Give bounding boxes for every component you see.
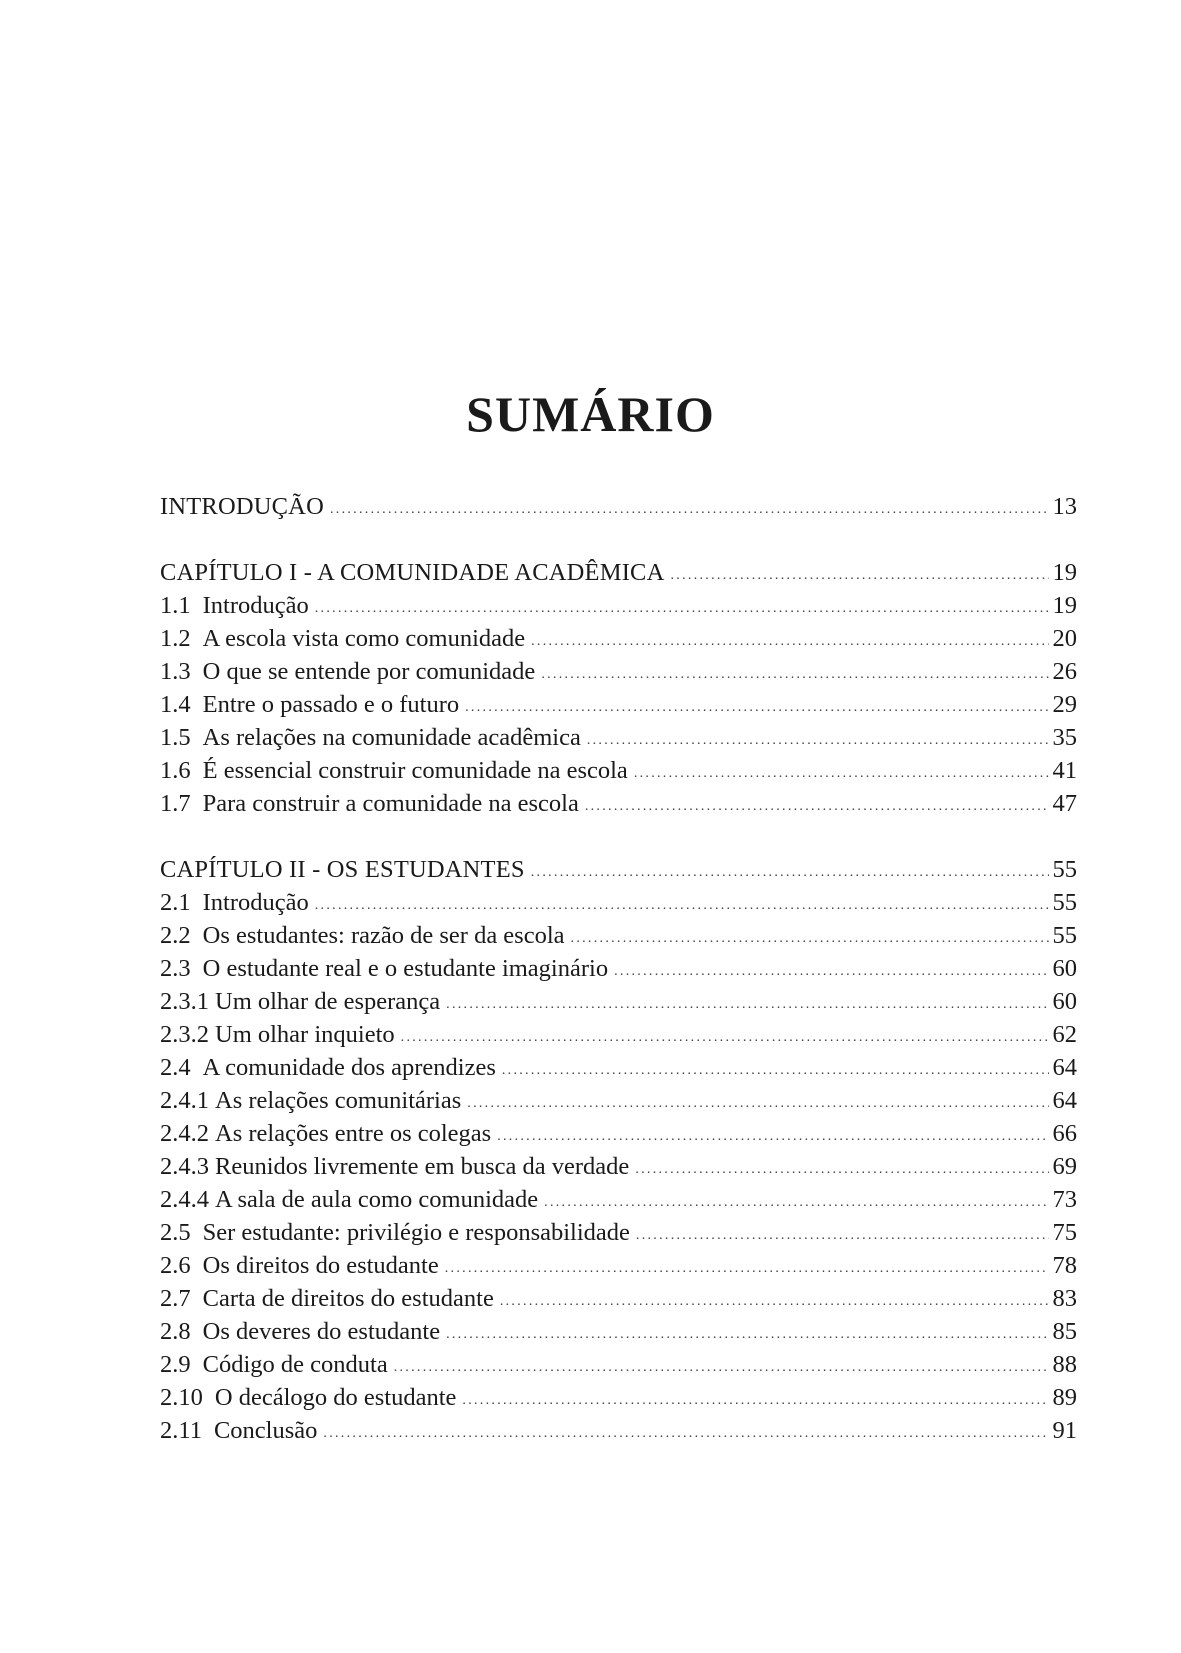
- toc-entry-label: [160, 1183, 538, 1217]
- toc-entry: [160, 1381, 1077, 1415]
- toc-entry: [160, 1282, 1077, 1316]
- toc-entry: [160, 1018, 1077, 1052]
- toc-page-number: 89: [1052, 1384, 1077, 1411]
- toc-dot-leader: [394, 1351, 1049, 1385]
- toc-entry-number: 2.4.3: [160, 1153, 209, 1180]
- toc-page-number: 41: [1052, 757, 1077, 784]
- toc-entry-number: 2.3.1: [160, 988, 209, 1015]
- toc-dot-leader: [636, 1219, 1049, 1253]
- toc-entry-label: [160, 1216, 630, 1250]
- toc-dot-leader: [467, 1087, 1048, 1121]
- toc-page-number: 73: [1052, 1186, 1077, 1213]
- toc-entry-label: [160, 886, 309, 920]
- toc-page-number: 75: [1052, 1219, 1077, 1246]
- toc-entry: [160, 952, 1077, 986]
- toc-entry-number: 2.2: [160, 922, 191, 949]
- toc-dot-leader: [465, 691, 1048, 725]
- toc-dot-leader: [502, 1054, 1049, 1088]
- toc-entry-label: [160, 985, 440, 1019]
- toc-dot-leader: [571, 922, 1049, 956]
- toc-entry-label: [160, 1348, 388, 1382]
- toc-entry-label: [160, 721, 581, 755]
- toc-entry-title: As relações na comunidade acadêmica: [202, 724, 581, 751]
- toc-page-number: 55: [1052, 922, 1077, 949]
- toc-page-number: 19: [1052, 592, 1077, 619]
- toc-entry: [160, 622, 1077, 656]
- toc-entry-title: As relações comunitárias: [215, 1087, 462, 1114]
- toc-entry-number: 2.3: [160, 955, 191, 982]
- toc-entry-number: 1.3: [160, 658, 191, 685]
- toc-entry: [160, 688, 1077, 722]
- toc-entry-label: [160, 1150, 629, 1184]
- toc-entry-label: [160, 787, 579, 821]
- toc-dot-leader: [330, 493, 1049, 527]
- toc-page-number: 64: [1052, 1054, 1077, 1081]
- toc-dot-leader: [323, 1417, 1048, 1451]
- toc-page-number: 62: [1052, 1021, 1077, 1048]
- toc-entry-number: 1.2: [160, 625, 191, 652]
- toc-entry-title: O decálogo do estudante: [214, 1384, 457, 1411]
- toc-page-number: 91: [1052, 1417, 1077, 1444]
- toc-entry: [160, 787, 1077, 821]
- page-title: SUMÁRIO: [466, 386, 715, 442]
- toc-entry-number: 2.6: [160, 1252, 191, 1279]
- toc-entry: [160, 589, 1077, 623]
- toc-entry: [160, 886, 1077, 920]
- toc-entry-title: Introdução: [202, 592, 309, 619]
- toc-entry-number: 2.4: [160, 1054, 191, 1081]
- toc-entry-label: [160, 952, 608, 986]
- toc-entry-title: Para construir a comunidade na escola: [202, 790, 579, 817]
- toc-entry-title: Os deveres do estudante: [202, 1318, 441, 1345]
- toc-entry-title: Conclusão: [213, 1417, 318, 1444]
- toc-page-number: 13: [1052, 493, 1077, 520]
- toc-entry-title: A comunidade dos aprendizes: [202, 1054, 496, 1081]
- toc-entry-label: [160, 1018, 395, 1052]
- toc-entry-title: É essencial construir comunidade na escola: [202, 757, 628, 784]
- toc-page-number: 60: [1052, 988, 1077, 1015]
- toc-entry-label: [160, 556, 665, 590]
- toc-dot-leader: [445, 1252, 1049, 1286]
- toc-entry: [160, 1117, 1077, 1151]
- toc-entry: [160, 1414, 1077, 1448]
- toc-entry-number: 2.10: [160, 1384, 203, 1411]
- toc-entry-label: [160, 1282, 494, 1316]
- toc-entry-number: 1.7: [160, 790, 191, 817]
- toc-entry: [160, 1216, 1077, 1250]
- toc-page-number: 29: [1052, 691, 1077, 718]
- toc-page-number: 20: [1052, 625, 1077, 652]
- toc-dot-leader: [541, 658, 1048, 692]
- toc-entry-title: Código de conduta: [202, 1351, 388, 1378]
- toc-entry: [160, 655, 1077, 689]
- toc-entry-title: Reunidos livremente em busca da verdade: [215, 1153, 630, 1180]
- toc-entry-number: 2.11: [160, 1417, 202, 1444]
- toc-entry: [160, 1150, 1077, 1184]
- toc-entry-title: O que se entende por comunidade: [202, 658, 536, 685]
- toc-entry-number: 2.4.4: [160, 1186, 209, 1213]
- toc-dot-leader: [614, 955, 1048, 989]
- toc-entry-title: INTRODUÇÃO: [160, 493, 324, 520]
- toc-entry-title: Um olhar de esperança: [215, 988, 441, 1015]
- toc-page-number: 60: [1052, 955, 1077, 982]
- toc-entry-label: [160, 754, 628, 788]
- toc-entry-label: [160, 1084, 461, 1118]
- toc-entry-title: A escola vista como comunidade: [202, 625, 526, 652]
- toc-dot-leader: [671, 559, 1049, 593]
- toc-dot-leader: [315, 592, 1049, 626]
- toc-entry-number: 2.5: [160, 1219, 191, 1246]
- toc-entry-title: Entre o passado e o futuro: [202, 691, 460, 718]
- toc-dot-leader: [446, 1318, 1048, 1352]
- toc-entry-label: [160, 1051, 496, 1085]
- toc-entry-number: 1.5: [160, 724, 191, 751]
- toc-entry-title: CAPÍTULO II - OS ESTUDANTES: [160, 856, 525, 883]
- toc-page-number: 88: [1052, 1351, 1077, 1378]
- toc-page-number: 19: [1052, 559, 1077, 586]
- toc-entry-label: [160, 589, 309, 623]
- toc-entry-number: 1.4: [160, 691, 191, 718]
- toc-entry-number: 2.1: [160, 889, 191, 916]
- toc-entry-label: [160, 853, 525, 887]
- toc-chapter-entry: [160, 853, 1077, 887]
- toc-page-number: 26: [1052, 658, 1077, 685]
- toc-entry-title: CAPÍTULO I - A COMUNIDADE ACADÊMICA: [160, 559, 665, 586]
- toc-entry-number: 2.4.1: [160, 1087, 209, 1114]
- toc-entry-title: A sala de aula como comunidade: [215, 1186, 539, 1213]
- toc-entry-title: As relações entre os colegas: [215, 1120, 492, 1147]
- toc-dot-leader: [585, 790, 1049, 824]
- toc-entry-title: Os direitos do estudante: [202, 1252, 439, 1279]
- toc-entry-label: [160, 1249, 439, 1283]
- toc-chapter-entry: [160, 556, 1077, 590]
- toc-page-number: 64: [1052, 1087, 1077, 1114]
- toc-entry-number: 2.4.2: [160, 1120, 209, 1147]
- toc-entry-label: [160, 655, 535, 689]
- toc-dot-leader: [531, 625, 1048, 659]
- toc-dot-leader: [635, 1153, 1048, 1187]
- toc-entry: [160, 1249, 1077, 1283]
- toc-entry-title: Os estudantes: razão de ser da escola: [202, 922, 565, 949]
- toc-entry-number: 2.3.2: [160, 1021, 209, 1048]
- toc-entry: [160, 1183, 1077, 1217]
- toc-entry: [160, 1315, 1077, 1349]
- toc-dot-leader: [401, 1021, 1049, 1055]
- toc-dot-leader: [500, 1285, 1049, 1319]
- toc-entry-title: Introdução: [202, 889, 309, 916]
- toc-dot-leader: [446, 988, 1048, 1022]
- toc-page-number: 69: [1052, 1153, 1077, 1180]
- toc-entry: [160, 1348, 1077, 1382]
- toc-entry-title: O estudante real e o estudante imaginário: [202, 955, 609, 982]
- toc-entry-number: 2.8: [160, 1318, 191, 1345]
- toc-page-number: 55: [1052, 856, 1077, 883]
- toc-entry-label: [160, 1315, 440, 1349]
- toc-entry-title: Um olhar inquieto: [215, 1021, 395, 1048]
- toc-page-number: 55: [1052, 889, 1077, 916]
- toc-dot-leader: [497, 1120, 1048, 1154]
- toc-entry: [160, 985, 1077, 1019]
- toc-entry: [160, 919, 1077, 953]
- toc-dot-leader: [544, 1186, 1048, 1220]
- toc-entry-number: 2.9: [160, 1351, 191, 1378]
- toc-page-number: 35: [1052, 724, 1077, 751]
- toc-entry-title: Carta de direitos do estudante: [202, 1285, 494, 1312]
- toc-entry: [160, 1084, 1077, 1118]
- toc-entry: [160, 1051, 1077, 1085]
- toc-entry-number: 2.7: [160, 1285, 191, 1312]
- toc-dot-leader: [531, 856, 1049, 890]
- toc-entry-label: [160, 1381, 456, 1415]
- toc-entry-title: Ser estudante: privilégio e responsabilidade: [202, 1219, 630, 1246]
- toc-page-number: 83: [1052, 1285, 1077, 1312]
- toc-page-number: 78: [1052, 1252, 1077, 1279]
- toc-page-number: 66: [1052, 1120, 1077, 1147]
- toc-page-number: 85: [1052, 1318, 1077, 1345]
- toc-entry: [160, 721, 1077, 755]
- toc-page-number: 47: [1052, 790, 1077, 817]
- toc-entry-label: [160, 1414, 317, 1448]
- toc-entry-label: [160, 688, 459, 722]
- toc-entry-label: [160, 919, 565, 953]
- toc-dot-leader: [315, 889, 1049, 923]
- toc-chapter-entry: [160, 490, 1077, 524]
- toc-entry-number: 1.1: [160, 592, 191, 619]
- toc-entry-number: 1.6: [160, 757, 191, 784]
- toc-dot-leader: [462, 1384, 1048, 1418]
- toc-dot-leader: [634, 757, 1049, 791]
- toc-dot-leader: [587, 724, 1049, 758]
- toc-entry: [160, 754, 1077, 788]
- toc-entry-label: [160, 490, 324, 524]
- toc-entry-label: [160, 1117, 491, 1151]
- toc-entry-label: [160, 622, 525, 656]
